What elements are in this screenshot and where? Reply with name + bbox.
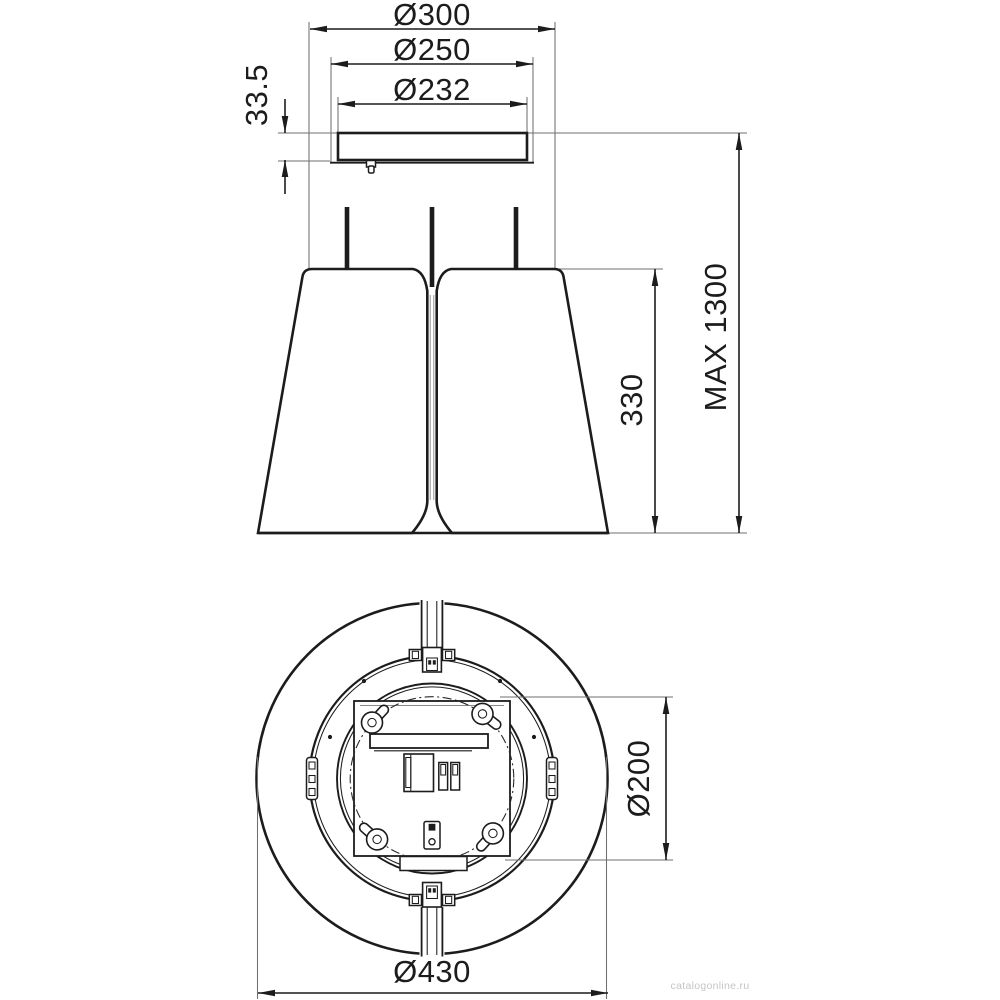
hood-body <box>258 269 608 533</box>
dim-label-dia200: Ø200 <box>621 739 656 818</box>
hood-right-half <box>437 269 608 533</box>
bottom-slot <box>400 857 467 871</box>
side-view <box>239 0 747 533</box>
dim-dia300 <box>310 0 555 32</box>
clip-tab-right <box>547 758 558 800</box>
seam-strip-bottom <box>409 883 454 960</box>
dim-dia232 <box>338 72 527 107</box>
ceiling-plate <box>330 133 534 173</box>
dim-label-max-height: MAX 1300 <box>698 262 733 412</box>
dim-dia250 <box>331 32 533 67</box>
dim-label-plate-thickness: 33.5 <box>239 63 274 127</box>
dim-label-dia232: Ø232 <box>393 72 471 107</box>
dim-label-dia250: Ø250 <box>393 32 471 67</box>
dim-label-dia300: Ø300 <box>393 0 471 32</box>
hood-left-half <box>258 269 427 533</box>
cable-gland <box>424 822 440 850</box>
dim-body-height <box>614 269 658 533</box>
watermark-text: catalogonline.ru <box>670 980 750 992</box>
clip-tab-left <box>307 758 318 800</box>
dim-label-body-height: 330 <box>614 373 649 427</box>
dim-dia200 <box>500 697 673 860</box>
bottom-view <box>257 597 674 999</box>
seam-strip-top <box>409 597 454 672</box>
ceiling-plate-nub <box>367 161 376 174</box>
electrical-box <box>404 754 434 792</box>
top-slot <box>370 734 488 751</box>
dim-plate-thickness <box>239 64 288 194</box>
dim-max-height <box>698 133 742 533</box>
dim-label-dia430: Ø430 <box>393 954 471 989</box>
